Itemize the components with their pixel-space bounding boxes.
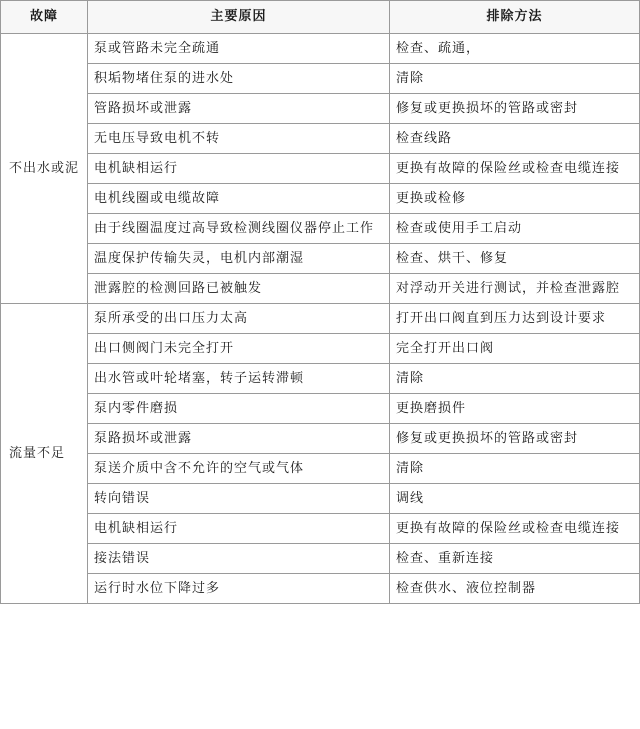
table-row — [1, 214, 640, 244]
remedy-cell: 更换磨损件 — [390, 394, 640, 424]
table-row — [1, 334, 640, 364]
remedy-cell: 检查、疏通， — [390, 34, 640, 64]
header-row — [1, 1, 640, 34]
remedy-cell: 清除 — [390, 64, 640, 94]
fault-cell: 流量不足 — [1, 304, 88, 604]
cause-cell: 电机缺相运行 — [88, 154, 390, 184]
table-row — [1, 34, 640, 64]
cause-cell: 出口侧阀门未完全打开 — [88, 334, 390, 364]
table-row — [1, 364, 640, 394]
table-row — [1, 394, 640, 424]
cause-cell: 泵路损坏或泄露 — [88, 424, 390, 454]
cause-cell: 泵内零件磨损 — [88, 394, 390, 424]
remedy-cell: 更换或检修 — [390, 184, 640, 214]
cause-cell: 电机线圈或电缆故障 — [88, 184, 390, 214]
remedy-cell: 修复或更换损坏的管路或密封 — [390, 424, 640, 454]
cause-cell: 温度保护传输失灵，电机内部潮湿 — [88, 244, 390, 274]
table-header — [1, 1, 640, 34]
cause-cell: 电机缺相运行 — [88, 514, 390, 544]
header-remedy: 排除方法 — [390, 1, 640, 34]
table-row — [1, 484, 640, 514]
remedy-cell: 更换有故障的保险丝或检查电缆连接 — [390, 154, 640, 184]
table-row — [1, 274, 640, 304]
cause-cell: 管路损坏或泄露 — [88, 94, 390, 124]
table-row — [1, 544, 640, 574]
table-row — [1, 304, 640, 334]
cause-cell: 运行时水位下降过多 — [88, 574, 390, 604]
cause-cell: 无电压导致电机不转 — [88, 124, 390, 154]
table-row — [1, 514, 640, 544]
remedy-cell: 检查、烘干、修复 — [390, 244, 640, 274]
cause-cell: 泄露腔的检测回路已被触发 — [88, 274, 390, 304]
remedy-cell: 检查供水、液位控制器 — [390, 574, 640, 604]
cause-cell: 由于线圈温度过高导致检测线圈仪器停止工作 — [88, 214, 390, 244]
remedy-cell: 清除 — [390, 364, 640, 394]
cause-cell: 泵送介质中含不允许的空气或气体 — [88, 454, 390, 484]
cause-cell: 积垢物堵住泵的进水处 — [88, 64, 390, 94]
remedy-cell: 修复或更换损坏的管路或密封 — [390, 94, 640, 124]
table-body — [1, 34, 640, 604]
remedy-cell: 对浮动开关进行测试，并检查泄露腔 — [390, 274, 640, 304]
cause-cell: 接法错误 — [88, 544, 390, 574]
cause-cell: 转向错误 — [88, 484, 390, 514]
table-row — [1, 184, 640, 214]
table-row — [1, 154, 640, 184]
remedy-cell: 调线 — [390, 484, 640, 514]
remedy-cell: 更换有故障的保险丝或检查电缆连接 — [390, 514, 640, 544]
table-row — [1, 244, 640, 274]
table-row — [1, 94, 640, 124]
remedy-cell: 完全打开出口阀 — [390, 334, 640, 364]
remedy-cell: 打开出口阀直到压力达到设计要求 — [390, 304, 640, 334]
remedy-cell: 检查、重新连接 — [390, 544, 640, 574]
table-row — [1, 424, 640, 454]
header-fault: 故障 — [1, 1, 88, 34]
fault-cell: 不出水或泥 — [1, 34, 88, 304]
table-row — [1, 64, 640, 94]
table-row — [1, 124, 640, 154]
remedy-cell: 检查线路 — [390, 124, 640, 154]
cause-cell: 出水管或叶轮堵塞，转子运转滞顿 — [88, 364, 390, 394]
remedy-cell: 检查或使用手工启动 — [390, 214, 640, 244]
remedy-cell: 清除 — [390, 454, 640, 484]
table-row — [1, 574, 640, 604]
header-cause: 主要原因 — [88, 1, 390, 34]
cause-cell: 泵所承受的出口压力太高 — [88, 304, 390, 334]
cause-cell: 泵或管路未完全疏通 — [88, 34, 390, 64]
table-row — [1, 454, 640, 484]
